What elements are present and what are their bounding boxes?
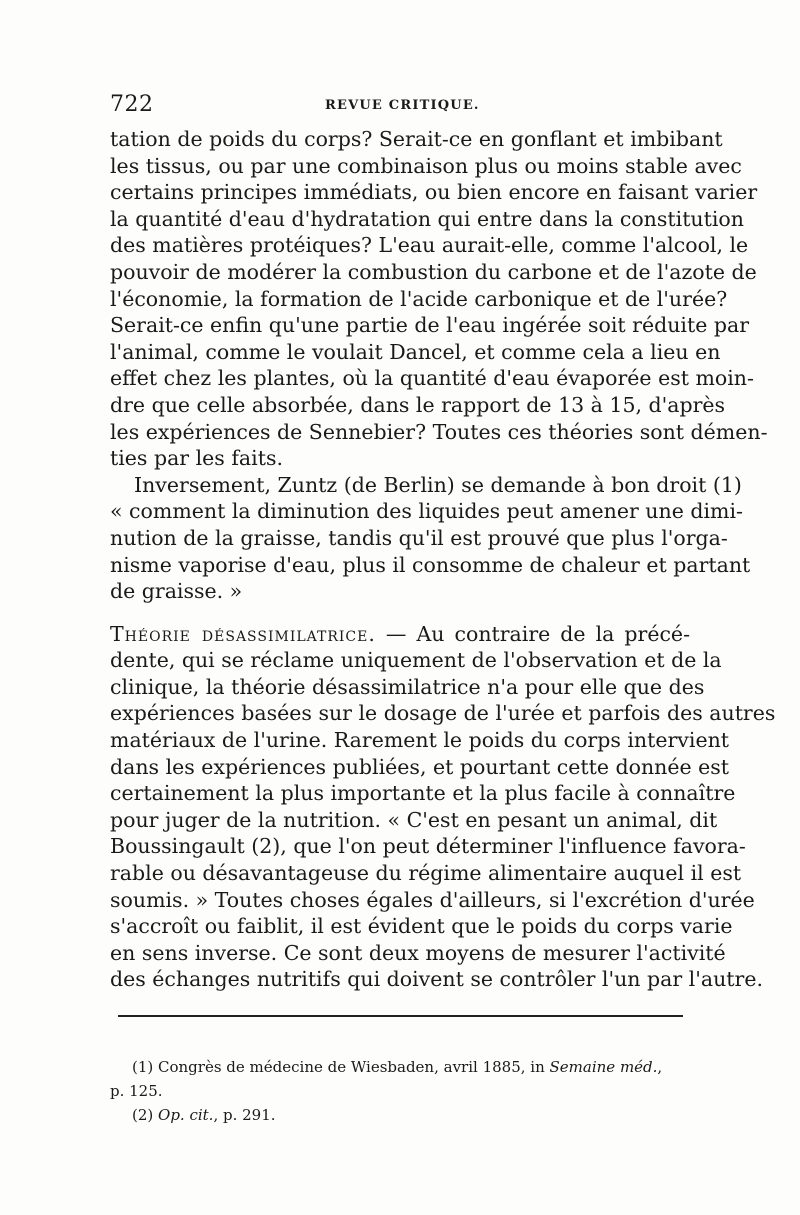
footnote-rule: [118, 1015, 683, 1017]
paragraph-line: certainement la plus importante et la plus facile à connaître: [110, 781, 736, 806]
paragraph-line: des matières protéiques? L'eau aurait-elle, comme l'alcool, le: [110, 233, 749, 258]
paragraph-line: dente, qui se réclame uniquement de l'observation et de la: [110, 648, 722, 673]
footnote-2-suffix: , p. 291.: [213, 1106, 276, 1124]
paragraph-1: [110, 126, 768, 472]
paragraph-line: Serait-ce enfin qu'une partie de l'eau ingérée soit réduite par: [110, 313, 750, 338]
paragraph-line: l'animal, comme le voulait Dancel, et comme cela a lieu en: [110, 339, 721, 364]
paragraph-line: nution de la graisse, tandis qu'il est prouvé que plus l'orga-: [110, 525, 728, 550]
paragraph-line: l'économie, la formation de l'acide carbonique et de l'urée?: [110, 286, 728, 311]
paragraph-line: pour juger de la nutrition. « C'est en pesant un animal, dit: [110, 807, 718, 832]
footnote-1-journal: Semaine méd.: [549, 1058, 658, 1076]
paragraph-line: tation de poids du corps? Serait-ce en gonflant et imbibant: [110, 127, 723, 151]
footnote-1-continuation: p. 125.: [110, 1082, 163, 1100]
paragraph-line: effet chez les plantes, où la quantité d'eau évaporée est moin-: [110, 366, 754, 391]
paragraph-line: nisme vaporise d'eau, plus il consomme de chaleur et partant: [110, 552, 751, 577]
paragraph-line: certains principes immédiats, ou bien encore en faisant varier: [110, 180, 758, 205]
paragraph-line: la quantité d'eau d'hydratation qui entre dans la constitution: [110, 206, 744, 231]
footnote-1-suffix: ,: [657, 1058, 663, 1076]
paragraph-line-text: — Au contraire de la précé-: [375, 621, 690, 646]
paragraph-line: pouvoir de modérer la combustion du carbone et de l'azote de: [110, 259, 757, 284]
paragraph-line: s'accroît ou faiblit, il est évident que le poids du corps varie: [110, 914, 733, 939]
paragraph-line: en sens inverse. Ce sont deux moyens de mesurer l'activité: [110, 940, 726, 965]
paragraph-line: dre que celle absorbée, dans le rapport de 13 à 15, d'après: [110, 392, 726, 417]
paragraph-line: ties par les faits.: [110, 446, 283, 471]
paragraph-line: de graisse. »: [110, 579, 243, 604]
body-text: [110, 126, 776, 993]
page-header: [110, 92, 700, 122]
paragraph-line: clinique, la théorie désassimilatrice n'a pour elle que des: [110, 674, 705, 699]
paragraph-line: [110, 621, 690, 648]
page-number: 722: [110, 92, 154, 117]
paragraph-line: des échanges nutritifs qui doivent se contrôler l'un par l'autre.: [110, 967, 763, 992]
paragraph-line: « comment la diminution des liquides peut amener une dimi-: [110, 499, 743, 524]
paragraph-line: dans les expériences publiées, et pourtant cette donnée est: [110, 754, 730, 779]
paragraph-line: expériences basées sur le dosage de l'urée et parfois des autres: [110, 701, 776, 726]
paragraph-3: [110, 621, 776, 993]
section-gap: [110, 605, 690, 621]
section-heading: Théorie désassimilatrice.: [110, 621, 376, 646]
paragraph-line: les tissus, ou par une combinaison plus ou moins stable avec: [110, 153, 742, 178]
paragraph-line: Inversement, Zuntz (de Berlin) se demande à bon droit (1): [134, 472, 742, 497]
footnotes: [110, 1055, 690, 1127]
footnote-2: [110, 1103, 690, 1127]
paragraph-line: soumis. » Toutes choses égales d'ailleurs, si l'excrétion d'urée: [110, 887, 755, 912]
running-title: REVUE CRITIQUE.: [325, 98, 480, 113]
footnote-2-text: (2): [132, 1106, 159, 1124]
footnote-1-text: (1) Congrès de médecine de Wiesbaden, avril 1885, in: [132, 1058, 550, 1076]
footnote-1: [110, 1055, 690, 1079]
paragraph-line: rable ou désavantageuse du régime alimentaire auquel il est: [110, 861, 742, 886]
paragraph-line: matériaux de l'urine. Rarement le poids du corps intervient: [110, 728, 730, 753]
paragraph-line: les expériences de Sennebier? Toutes ces théories sont démen-: [110, 419, 768, 444]
paragraph-line: Boussingault (2), que l'on peut déterminer l'influence favora-: [110, 834, 746, 859]
footnote-2-ref: Op. cit.: [158, 1106, 214, 1124]
paragraph-2: [110, 472, 751, 605]
